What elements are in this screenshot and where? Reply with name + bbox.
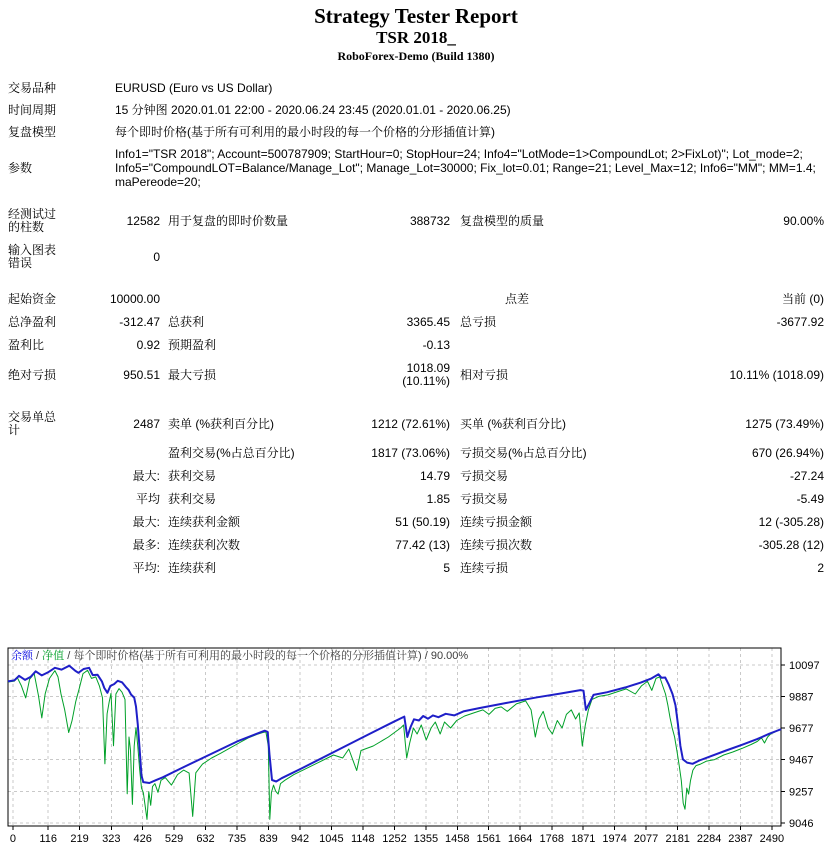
stats-table	[8, 203, 824, 580]
stats-cell: 交易单总计	[8, 410, 57, 437]
stats-cell: 90.00%	[783, 213, 824, 228]
x-tick-label: 942	[290, 833, 310, 845]
stats-cell: 12582	[126, 213, 160, 228]
equity-balance-chart	[0, 645, 832, 847]
balance-line	[8, 666, 781, 783]
stats-cell: 1018.09 (10.11%)	[402, 361, 450, 388]
y-tick-label: 10097	[789, 660, 820, 672]
y-tick-label: 9467	[789, 754, 814, 767]
stats-row	[8, 511, 824, 534]
stats-cell	[648, 334, 824, 357]
stats-cell: 亏损交易(%占总百分比)	[460, 446, 587, 460]
stats-cell: 连续亏损金额	[460, 515, 533, 529]
stats-cell: 卖单 (%获利百分比)	[168, 416, 274, 431]
x-tick-label: 839	[259, 833, 278, 845]
stats-cell: 盈利比	[8, 338, 45, 352]
stats-row	[8, 334, 824, 357]
stats-cell: 3365.45	[406, 315, 450, 329]
stats-cell: 0	[153, 249, 160, 264]
stats-cell: 经测试过的柱数	[8, 207, 57, 234]
stats-cell: 1212 (72.61%)	[371, 416, 450, 431]
stats-cell: 最多:	[132, 538, 160, 552]
stats-cell: 1.85	[426, 492, 450, 506]
x-tick-label: 735	[227, 833, 247, 845]
stats-cell: 平均:	[132, 561, 160, 575]
x-tick-label: 1355	[413, 833, 439, 845]
stats-cell: 1817 (73.06%)	[371, 446, 450, 460]
stats-cell: 2	[817, 561, 824, 575]
stats-cell: 绝对亏损	[8, 367, 57, 382]
stats-cell: 平均	[135, 492, 160, 506]
stats-cell: 12 (-305.28)	[758, 515, 824, 529]
stats-cell: 388732	[409, 213, 450, 228]
stats-cell: 670 (26.94%)	[751, 446, 824, 460]
stats-cell	[8, 557, 68, 580]
info-row	[8, 99, 824, 121]
stats-cell	[358, 239, 450, 275]
chart-legend-part: 净值	[42, 650, 65, 662]
report-header	[0, 0, 832, 64]
x-tick-label: 1871	[570, 833, 596, 845]
stats-row	[8, 534, 824, 557]
x-tick-label: 426	[133, 833, 152, 845]
x-tick-label: 116	[39, 833, 57, 845]
info-label: 时间周期	[8, 103, 57, 117]
x-tick-label: 1974	[602, 833, 627, 845]
y-tick-label: 9887	[789, 691, 814, 704]
stats-cell: -305.28 (12)	[758, 538, 824, 552]
stats-cell: 获利交易	[168, 469, 217, 483]
info-row	[8, 77, 824, 99]
info-value: EURUSD (Euro vs US Dollar)	[115, 81, 273, 95]
chart-legend-part: /	[33, 650, 43, 662]
stats-cell: 2487	[133, 416, 160, 431]
stats-cell: 10.11% (1018.09)	[729, 367, 824, 382]
x-tick-label: 2181	[665, 833, 690, 845]
chart-legend-part: 余额	[11, 650, 33, 662]
stats-cell: 连续获利次数	[168, 538, 241, 552]
stats-cell	[8, 465, 68, 488]
stats-row	[8, 311, 824, 334]
stats-cell: -0.13	[422, 338, 450, 352]
chart-legend	[11, 648, 468, 662]
info-table	[8, 77, 824, 193]
stats-row	[8, 557, 824, 580]
stats-row	[8, 203, 824, 239]
stats-cell	[160, 239, 358, 275]
x-tick-label: 2490	[759, 833, 785, 845]
stats-row	[8, 393, 824, 442]
stats-cell: 连续获利	[168, 561, 217, 575]
stats-cell	[450, 334, 648, 357]
stats-cell: -5.49	[796, 492, 824, 506]
info-label: 交易品种	[8, 81, 57, 95]
stats-row	[8, 239, 824, 275]
x-tick-label: 1458	[445, 833, 470, 845]
stats-cell	[8, 442, 68, 465]
report-title: Strategy Tester Report	[314, 4, 518, 28]
stats-row	[8, 275, 824, 311]
stats-cell: 950.51	[123, 367, 160, 382]
y-tick-label: 9677	[789, 723, 814, 736]
stats-cell: 起始资金	[8, 292, 57, 306]
stats-cell: -27.24	[789, 469, 824, 483]
stats-cell: -3677.92	[776, 315, 824, 329]
expert-name: TSR 2018_	[376, 28, 456, 47]
stats-cell: 最大:	[132, 469, 160, 483]
x-tick-label: 219	[70, 833, 89, 845]
stats-cell: 盈利交易(%占总百分比)	[168, 446, 295, 460]
x-tick-label: 0	[9, 833, 16, 845]
stats-cell: 用于复盘的即时价数量	[168, 213, 289, 228]
stats-cell: 连续获利金额	[168, 515, 241, 529]
stats-cell: 最大:	[132, 515, 160, 529]
stats-row	[8, 465, 824, 488]
stats-cell	[450, 239, 648, 275]
info-row	[8, 143, 824, 193]
stats-cell: 相对亏损	[460, 367, 509, 382]
stats-cell: 点差	[505, 292, 530, 306]
stats-cell: 77.42 (13)	[395, 538, 450, 552]
stats-cell: 获利交易	[168, 492, 217, 506]
x-tick-label: 1148	[350, 833, 375, 845]
x-tick-label: 1252	[382, 833, 407, 845]
stats-cell: 最大亏损	[168, 367, 217, 382]
stats-cell: 5	[443, 561, 450, 575]
info-value: 15 分钟图 2020.01.01 22:00 - 2020.06.24 23:45 (2020.01.01 - 2020.06.25)	[115, 103, 511, 117]
stats-cell	[160, 275, 358, 311]
stats-cell: 复盘模型的质量	[460, 213, 545, 228]
stats-cell: 0.92	[136, 338, 160, 352]
stats-cell: 亏损交易	[460, 492, 509, 506]
stats-cell	[8, 534, 68, 557]
info-value: Info1="TSR 2018"; Account=500787909; StartHour=0; StopHour=24; Info4="LotMode=1>CompoundLot; 2>FixLot)"; Lot_mode=2; Info5="CompoundLOT=Balance/Manage_Lot"; Manage_Lot=30000; Fix_lot=0.01; Range=21; Level_Max=12; Info6="MM"; MM=1.4; maPereode=20;	[115, 147, 816, 189]
stats-cell	[648, 239, 824, 275]
y-tick-label: 9257	[789, 786, 814, 799]
stats-cell: 1275 (73.49%)	[745, 416, 824, 431]
x-tick-label: 2387	[728, 833, 753, 845]
stats-row	[8, 488, 824, 511]
server-build: RoboForex-Demo (Build 1380)	[337, 49, 495, 63]
x-tick-label: 1768	[539, 833, 565, 845]
x-tick-label: 1561	[476, 833, 501, 845]
stats-cell	[358, 275, 450, 311]
stats-cell: 买单 (%获利百分比)	[460, 416, 566, 431]
info-row	[8, 121, 824, 143]
info-label: 复盘模型	[8, 125, 57, 139]
stats-cell: 总净盈利	[8, 315, 57, 329]
stats-row	[8, 442, 824, 465]
stats-row	[8, 357, 824, 393]
y-tick-label: 9046	[789, 818, 814, 830]
stats-cell: 预期盈利	[168, 338, 217, 352]
x-tick-label: 2077	[633, 833, 659, 845]
chart-panel	[0, 645, 832, 847]
stats-cell	[68, 442, 160, 465]
x-tick-label: 1045	[319, 833, 344, 845]
stats-cell: 14.79	[419, 469, 450, 483]
stats-cell: -312.47	[119, 315, 160, 329]
x-tick-label: 632	[196, 833, 215, 845]
stats-cell: 当前 (0)	[781, 292, 824, 306]
stats-cell: 总获利	[168, 315, 205, 329]
stats-cell: 连续亏损次数	[460, 538, 533, 552]
x-tick-label: 323	[102, 833, 121, 845]
stats-cell: 输入图表错误	[8, 243, 57, 270]
chart-legend-part: / 每个即时价格(基于所有可利用的最小时段的每一个价格的分形插值计算) / 90.00%	[64, 650, 469, 662]
info-label: 参数	[8, 161, 33, 175]
x-tick-label: 529	[164, 833, 184, 845]
stats-cell: 连续亏损	[460, 561, 509, 575]
x-tick-label: 1664	[507, 833, 533, 845]
stats-cell: 51 (50.19)	[395, 515, 450, 529]
x-tick-label: 2284	[696, 833, 722, 845]
stats-cell	[8, 488, 68, 511]
stats-cell: 10000.00	[109, 292, 160, 306]
stats-cell	[8, 511, 68, 534]
info-value: 每个即时价格(基于所有可利用的最小时段的每一个价格的分形插值计算)	[115, 125, 495, 139]
stats-cell: 亏损交易	[460, 469, 509, 483]
stats-cell: 总亏损	[460, 315, 497, 329]
